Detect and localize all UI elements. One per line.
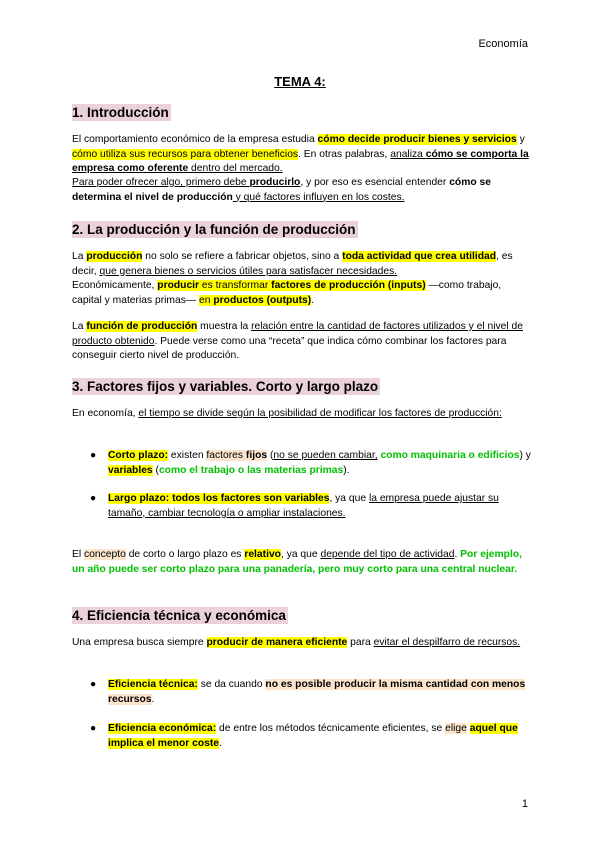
bullet-eficiencia-economica: Eficiencia económica: de entre los métodos técnicamente eficientes, se elige aquel que implica el menor coste.: [108, 723, 518, 749]
section-2-paragraph-2: Económicamente, producir es transformar factores de producción (inputs) —como trabajo, capital y materias primas— en productos (outputs).: [72, 280, 502, 306]
section-3-paragraph-1: En economía, el tiempo se divide según la posibilidad de modificar los factores de producción:: [72, 408, 502, 419]
section-2-heading: 2. La producción y la función de producción: [72, 222, 356, 237]
section-4-paragraph-1: Una empresa busca siempre producir de manera eficiente para evitar el despilfarro de recursos.: [72, 637, 521, 648]
page-number: 1: [521, 798, 528, 810]
section-1-paragraph-2: Para poder ofrecer algo, primero debe producirlo, y por eso es esencial entender cómo se determina el nivel de producción y qué factores influyen en los costes.: [72, 177, 491, 203]
bullet-largo-plazo: Largo plazo: todos los factores son variables, ya que la empresa puede ajustar su tamaño, cambiar tecnología o ampliar instalaciones.: [108, 493, 499, 519]
bullet-marker: ●: [90, 493, 97, 504]
section-2-paragraph-3: La función de producción muestra la relación entre la cantidad de factores utilizados y el nivel de producto obtenido. Puede verse como una “receta” que indica cómo combinar los factores para conseguir cierto nivel de producción.: [72, 321, 523, 361]
section-1-heading: 1. Introducción: [72, 105, 169, 120]
bullet-eficiencia-tecnica: Eficiencia técnica: se da cuando no es posible producir la misma cantidad con menos recursos.: [108, 679, 526, 705]
document-title: TEMA 4:: [274, 74, 326, 89]
bullet-marker: ●: [90, 679, 97, 690]
section-3-paragraph-2: El concepto de corto o largo plazo es relativo, ya que depende del tipo de actividad. Por ejemplo, un año puede ser corto plazo para una panadería, pero muy corto para una central nuclear.: [72, 549, 522, 575]
section-1-paragraph-1: El comportamiento económico de la empresa estudia cómo decide producir bienes y servicios y cómo utiliza sus recursos para obtener beneficios. En otras palabras, analiza cómo se comporta la empresa como oferente dentro del mercado.: [72, 134, 529, 174]
bullet-corto-plazo: Corto plazo: existen factores fijos (no se pueden cambiar, como maquinaria o edificios) y variables (como el trabajo o las materias primas).: [108, 450, 531, 476]
section-2-paragraph-1: La producción no solo se refiere a fabricar objetos, sino a toda actividad que crea utilidad, es decir, que genera bienes o servicios útiles para satisfacer necesidades.: [72, 251, 513, 277]
section-3-heading: 3. Factores fijos y variables. Corto y largo plazo: [72, 379, 379, 394]
page-header-subject: Economía: [478, 38, 528, 50]
section-4-heading: 4. Eficiencia técnica y económica: [72, 608, 286, 623]
bullet-marker: ●: [90, 450, 97, 461]
bullet-marker: ●: [90, 723, 97, 734]
